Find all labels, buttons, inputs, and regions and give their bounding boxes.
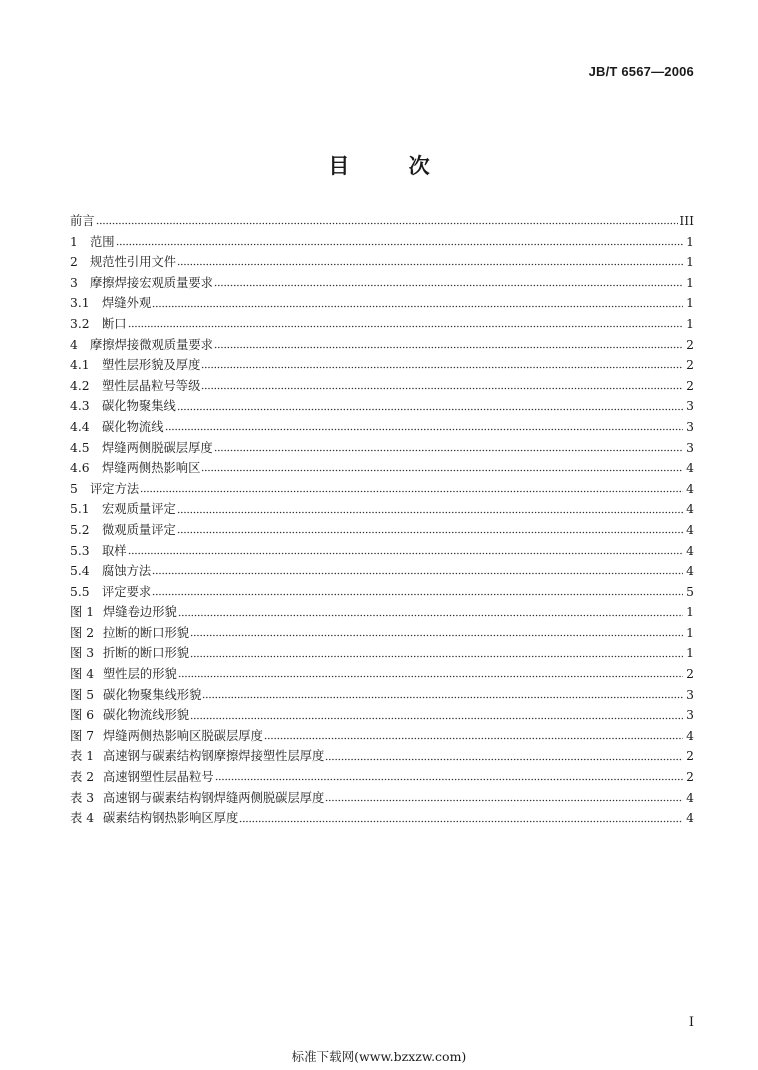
toc-entry-page: 4 <box>686 728 694 743</box>
toc-leader-dots <box>140 484 683 494</box>
toc-entry-number: 5.3 <box>70 543 90 558</box>
toc-leader-dots <box>178 608 683 618</box>
toc-leader-dots <box>325 752 683 762</box>
toc-entry[interactable] <box>70 767 694 788</box>
toc-entry-label: 高速钢与碳素结构钢焊缝两侧脱碳层厚度 <box>103 790 325 805</box>
toc-entry-page: 4 <box>686 564 694 579</box>
toc-leader-dots <box>214 278 683 288</box>
toc-entry-label: 焊缝两侧热影响区 <box>102 461 201 476</box>
toc-leader-dots <box>152 299 683 309</box>
toc-entry-page: 2 <box>686 749 694 764</box>
toc-entry-label: 高速钢塑性层晶粒号 <box>103 770 214 785</box>
toc-entry[interactable] <box>70 685 694 706</box>
toc-entry[interactable] <box>70 438 694 459</box>
toc-entry-number: 2 <box>70 255 78 270</box>
toc-leader-dots <box>264 731 683 741</box>
footer-source: 标准下载网(www.bzxzw.com) <box>291 1049 467 1064</box>
toc-entry-label: 碳素结构钢热影响区厚度 <box>103 811 239 826</box>
page-title: 目 次 <box>328 154 456 178</box>
toc-leader-dots <box>214 340 683 350</box>
toc-entry-page: 4 <box>686 481 694 496</box>
toc-entry-label: 焊缝两侧热影响区脱碳层厚度 <box>103 728 263 743</box>
toc-leader-dots <box>201 381 683 391</box>
toc-entry-number: 4.6 <box>70 461 90 476</box>
toc-leader-dots <box>178 669 683 679</box>
toc-entry-number: 表 4 <box>70 811 95 826</box>
toc-entry-page: 2 <box>686 378 694 393</box>
toc-entry-number: 4 <box>70 337 78 352</box>
toc-entry-number: 5.4 <box>70 564 90 579</box>
standard-code: JB/T 6567—2006 <box>588 64 694 79</box>
toc-entry-number: 图 1 <box>70 605 95 620</box>
toc-entry-page: 4 <box>686 790 694 805</box>
toc-entry-page: 3 <box>686 440 694 455</box>
toc-entry-number: 5.1 <box>70 502 90 517</box>
toc-entry-label: 焊缝两侧脱碳层厚度 <box>102 440 213 455</box>
toc-entry-label: 焊缝卷边形貌 <box>103 605 177 620</box>
toc-entry-page: 1 <box>686 255 694 270</box>
toc-entry[interactable] <box>70 664 694 685</box>
toc-entry-number: 3.2 <box>70 316 90 331</box>
toc-entry-page: 4 <box>686 811 694 826</box>
toc-entry-page: 2 <box>686 667 694 682</box>
toc-entry-label: 摩擦焊接宏观质量要求 <box>90 275 213 290</box>
toc-leader-dots <box>165 422 684 432</box>
toc-entry[interactable] <box>70 396 694 417</box>
toc-entry-page: 1 <box>686 234 694 249</box>
toc-entry[interactable] <box>70 726 694 747</box>
toc-entry-label: 评定方法 <box>90 481 140 496</box>
toc-entry-number: 4.2 <box>70 378 90 393</box>
toc-entry-number: 5 <box>70 481 78 496</box>
toc-leader-dots <box>215 772 683 782</box>
toc-entry-label: 塑性层晶粒号等级 <box>102 378 201 393</box>
toc-entry-page: 4 <box>686 522 694 537</box>
toc-leader-dots <box>177 257 683 267</box>
toc-entry-page: 3 <box>686 419 694 434</box>
toc-entry-label: 取样 <box>102 543 127 558</box>
toc-leader-dots <box>96 216 679 226</box>
page-number: I <box>688 1015 694 1030</box>
toc-leader-dots <box>190 628 683 638</box>
toc-entry-label: 碳化物聚集线 <box>102 399 176 414</box>
toc-leader-dots <box>152 587 683 597</box>
toc-entry-number: 4.5 <box>70 440 90 455</box>
toc-entry-page: III <box>679 214 694 228</box>
toc-entry-page: 3 <box>686 399 694 414</box>
toc-entry-number: 表 2 <box>70 770 95 785</box>
toc-entry-label: 范围 <box>90 234 115 249</box>
toc-entry-page: 1 <box>686 646 694 661</box>
toc-entry-number: 5.2 <box>70 522 90 537</box>
toc-entry[interactable] <box>70 582 694 603</box>
toc-entry-label: 高速钢与碳素结构钢摩擦焊接塑性层厚度 <box>103 749 325 764</box>
toc-entry[interactable] <box>70 273 694 294</box>
toc-leader-dots <box>214 443 683 453</box>
toc-entry-number: 3.1 <box>70 296 90 311</box>
toc-entry-page: 5 <box>686 584 694 599</box>
toc-leader-dots <box>152 566 683 576</box>
toc-entry-number: 图 2 <box>70 625 95 640</box>
toc-entry-label: 规范性引用文件 <box>90 255 177 270</box>
toc-entry-page: 4 <box>686 543 694 558</box>
toc-entry[interactable] <box>70 252 694 273</box>
toc-leader-dots <box>202 690 683 700</box>
toc-leader-dots <box>201 463 683 473</box>
toc-entry-page: 3 <box>686 687 694 702</box>
toc-entry-page: 1 <box>686 275 694 290</box>
toc-leader-dots <box>177 505 683 515</box>
table-of-contents <box>70 211 694 829</box>
toc-entry-page: 2 <box>686 770 694 785</box>
toc-entry-label: 评定要求 <box>102 584 152 599</box>
toc-entry[interactable] <box>70 335 694 356</box>
toc-leader-dots <box>177 525 683 535</box>
toc-entry[interactable] <box>70 293 694 314</box>
toc-entry-label: 前言 <box>70 214 95 228</box>
toc-entry[interactable] <box>70 479 694 500</box>
toc-entry-number: 5.5 <box>70 584 90 599</box>
toc-entry-number: 图 5 <box>70 687 95 702</box>
toc-entry-page: 1 <box>686 605 694 620</box>
toc-entry-label: 摩擦焊接微观质量要求 <box>90 337 213 352</box>
toc-entry[interactable] <box>70 561 694 582</box>
toc-entry[interactable] <box>70 602 694 623</box>
toc-entry-label: 折断的断口形貌 <box>103 646 190 661</box>
toc-entry[interactable] <box>70 355 694 376</box>
toc-leader-dots <box>128 319 683 329</box>
toc-entry[interactable] <box>70 541 694 562</box>
toc-entry-number: 4.3 <box>70 399 90 414</box>
toc-leader-dots <box>116 237 683 247</box>
toc-entry[interactable] <box>70 232 694 253</box>
toc-entry-page: 1 <box>686 316 694 331</box>
toc-entry[interactable] <box>70 211 694 232</box>
toc-entry-number: 图 6 <box>70 708 95 723</box>
toc-entry-label: 碳化物流线形貌 <box>103 708 190 723</box>
toc-entry-page: 2 <box>686 358 694 373</box>
toc-leader-dots <box>201 360 683 370</box>
toc-entry-number: 3 <box>70 275 78 290</box>
toc-entry[interactable] <box>70 314 694 335</box>
toc-entry-label: 塑性层形貌及厚度 <box>102 358 201 373</box>
toc-entry-label: 腐蚀方法 <box>102 564 152 579</box>
toc-entry[interactable] <box>70 623 694 644</box>
toc-entry[interactable] <box>70 499 694 520</box>
toc-entry-page: 1 <box>686 296 694 311</box>
toc-entry-page: 3 <box>686 708 694 723</box>
toc-entry-number: 图 4 <box>70 667 95 682</box>
toc-entry-page: 4 <box>686 502 694 517</box>
toc-entry-page: 4 <box>686 461 694 476</box>
toc-entry-label: 塑性层的形貌 <box>103 667 177 682</box>
toc-entry-label: 拉断的断口形貌 <box>103 625 190 640</box>
toc-leader-dots <box>128 546 683 556</box>
toc-entry-label: 碳化物聚集线形貌 <box>103 687 202 702</box>
toc-entry-label: 焊缝外观 <box>102 296 152 311</box>
toc-entry-label: 宏观质量评定 <box>102 502 176 517</box>
toc-leader-dots <box>177 402 683 412</box>
toc-leader-dots <box>325 793 683 803</box>
toc-entry-number: 1 <box>70 234 78 249</box>
toc-entry-number: 4.4 <box>70 419 90 434</box>
toc-entry-number: 表 3 <box>70 790 95 805</box>
toc-entry[interactable] <box>70 520 694 541</box>
toc-entry-label: 微观质量评定 <box>102 522 176 537</box>
toc-entry[interactable] <box>70 643 694 664</box>
toc-entry[interactable] <box>70 705 694 726</box>
toc-leader-dots <box>239 814 683 824</box>
toc-entry-number: 图 3 <box>70 646 95 661</box>
toc-entry[interactable] <box>70 808 694 829</box>
toc-entry[interactable] <box>70 417 694 438</box>
toc-entry-page: 2 <box>686 337 694 352</box>
toc-entry-number: 图 7 <box>70 728 95 743</box>
toc-entry-number: 表 1 <box>70 749 95 764</box>
toc-entry[interactable] <box>70 376 694 397</box>
toc-leader-dots <box>190 711 683 721</box>
toc-entry-label: 碳化物流线 <box>102 419 164 434</box>
toc-entry-number: 4.1 <box>70 358 90 373</box>
toc-entry-page: 1 <box>686 625 694 640</box>
toc-leader-dots <box>190 649 683 659</box>
toc-entry[interactable] <box>70 746 694 767</box>
toc-entry-label: 断口 <box>102 316 127 331</box>
toc-entry[interactable] <box>70 458 694 479</box>
toc-entry[interactable] <box>70 788 694 809</box>
